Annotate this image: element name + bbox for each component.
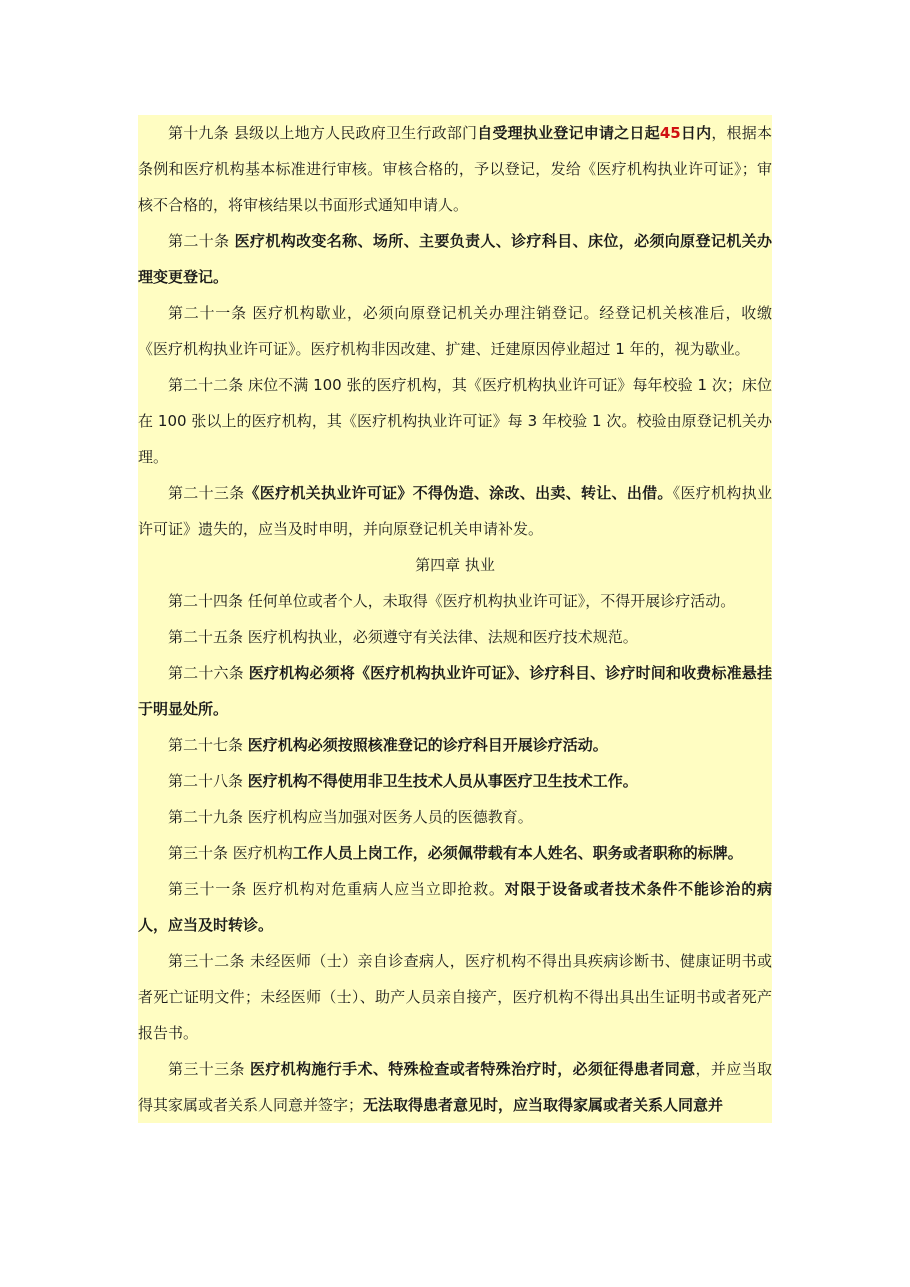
article-paragraph xyxy=(138,367,772,475)
article-text: 医疗机构对危重病人应当立即抢救。 xyxy=(246,880,505,898)
article-paragraph xyxy=(138,475,772,547)
article-paragraph xyxy=(138,619,772,655)
article-number: 第三十条 xyxy=(168,844,229,862)
regulation-text xyxy=(138,115,772,1123)
article-number: 第二十八条 xyxy=(168,772,244,790)
emphasized-text: 日内 xyxy=(680,124,712,142)
article-paragraph xyxy=(138,871,772,943)
emphasized-text: 医疗机构必须按照核准登记的诊疗科目开展诊疗活动。 xyxy=(247,736,608,754)
article-number: 第三十三条 xyxy=(168,1060,245,1078)
emphasized-text: 医疗机构必须将《医疗机构执业许可证》、诊疗科目、诊疗时间和收费标准悬挂于明显处所。 xyxy=(138,664,772,718)
article-paragraph xyxy=(138,655,772,727)
article-number: 第二十六条 xyxy=(168,664,244,682)
article-text: 未经医师（士）亲自诊查病人，医疗机构不得出具疾病诊断书、健康证明书或者死亡证明文件；未经医师（士）、助产人员亲自接产，医疗机构不得出具出生证明书或者死产报告书。 xyxy=(138,952,772,1042)
article-text: 任何单位或者个人，未取得《医疗机构执业许可证》，不得开展诊疗活动。 xyxy=(243,592,736,610)
article-paragraph xyxy=(138,223,772,295)
article-paragraph xyxy=(138,295,772,367)
article-paragraph xyxy=(138,115,772,223)
article-number: 第二十五条 xyxy=(168,628,244,646)
article-number: 第三十二条 xyxy=(168,952,245,970)
article-text: 《医疗机构执业许可证》遗失的，应当及时申明，并向原登记机关申请补发。 xyxy=(138,484,772,538)
article-paragraph xyxy=(138,799,772,835)
article-paragraph xyxy=(138,943,772,1051)
chapter-heading-text: 第四章 执业 xyxy=(415,556,495,574)
chapter-heading xyxy=(138,547,772,583)
article-text: 医疗机构歇业，必须向原登记机关办理注销登记。经登记机关核准后，收缴《医疗机构执业许可证》。医疗机构非因改建、扩建、迁建原因停业超过 1 年的，视为歇业。 xyxy=(138,304,772,358)
article-number: 第十九条 xyxy=(168,124,229,142)
article-number: 第二十九条 xyxy=(168,808,244,826)
article-text: 医疗机构 xyxy=(228,844,293,862)
emphasized-text: 工作人员上岗工作，必须佩带载有本人姓名、职务或者职称的标牌。 xyxy=(292,844,743,862)
article-text: ，并应当取得其家属或者关系人同意并签字； xyxy=(138,1060,772,1114)
article-text: ，根据本条例和医疗机构基本标准进行审核。审核合格的，予以登记，发给《医疗机构执业许可证》；审核不合格的，将审核结果以书面形式通知申请人。 xyxy=(138,124,772,214)
article-number: 第二十七条 xyxy=(168,736,244,754)
article-paragraph xyxy=(138,727,772,763)
article-text: 医疗机构应当加强对医务人员的医德教育。 xyxy=(243,808,533,826)
article-text: 床位不满 100 张的医疗机构，其《医疗机构执业许可证》每年校验 1 次；床位在 100 张以上的医疗机构，其《医疗机构执业许可证》每 3 年校验 1 次。校验由原登记机关办理。 xyxy=(138,376,772,466)
emphasized-text: 医疗机构施行手术、特殊检查或者特殊治疗时，必须征得患者同意 xyxy=(249,1060,696,1078)
article-paragraph xyxy=(138,583,772,619)
emphasized-text: 对限于设备或者技术条件不能诊治的病人，应当及时转诊。 xyxy=(138,880,772,934)
article-paragraph xyxy=(138,763,772,799)
emphasized-text: 自受理执业登记申请之日起 xyxy=(477,124,660,142)
article-number: 第二十一条 xyxy=(168,304,247,322)
emphasized-text: 医疗机构不得使用非卫生技术人员从事医疗卫生技术工作。 xyxy=(247,772,638,790)
article-number: 第三十一条 xyxy=(168,880,247,898)
article-text: 医疗机构执业，必须遵守有关法律、法规和医疗技术规范。 xyxy=(243,628,638,646)
article-paragraph xyxy=(138,835,772,871)
article-number: 第二十二条 xyxy=(168,376,244,394)
article-paragraph xyxy=(138,1051,772,1123)
article-number: 第二十条 xyxy=(168,232,230,250)
article-number: 第二十四条 xyxy=(168,592,244,610)
emphasized-text: 无法取得患者意见时，应当取得家属或者关系人同意并 xyxy=(363,1096,724,1114)
article-number: 第二十三条 xyxy=(168,484,245,502)
emphasized-text: 医疗机构改变名称、场所、主要负责人、诊疗科目、床位，必须向原登记机关办理变更登记。 xyxy=(138,232,772,286)
emphasized-text: 《医疗机关执业许可证》不得伪造、涂改、出卖、转让、出借。 xyxy=(244,484,673,502)
highlighted-number: 45 xyxy=(659,124,681,142)
article-text: 县级以上地方人民政府卫生行政部门 xyxy=(228,124,478,142)
